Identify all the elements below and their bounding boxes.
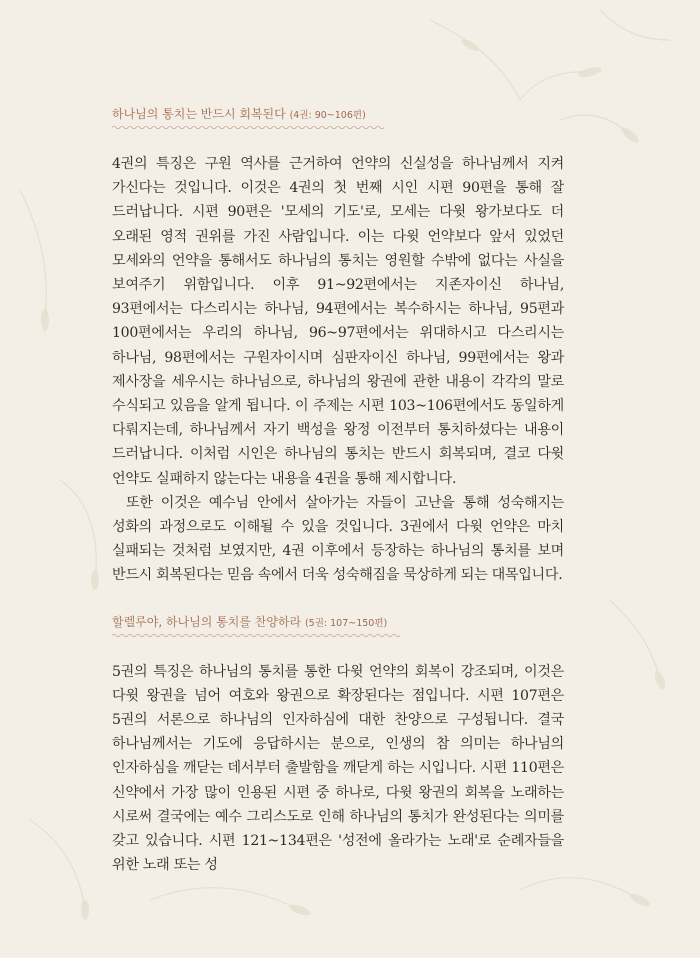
page-content [112, 105, 564, 877]
body-paragraph: 또한 이것은 예수님 안에서 살아가는 자들이 고난을 통해 성숙해지는 성화의 과정으로도 이해될 수 있을 것입니다. 3권에서 다윗 언약은 마치 실패되는 것처럼 보였지만, 4권 이후에서 등장하는 하나님의 통치를 보며 반드시 회복된다는 믿음 속에서 더욱 성숙해짐을 묵상하게 되는 대목입니다. [112, 494, 564, 584]
section-heading-range: (4권: 90~106편) [289, 110, 366, 121]
section-heading-title: 할렐루야, 하나님의 통치를 찬양하라 [112, 614, 302, 629]
section-heading-title: 하나님의 통치는 반드시 회복된다 [112, 107, 286, 121]
wavy-underline [112, 125, 384, 130]
wavy-underline [112, 633, 402, 638]
section-heading-vol4 [112, 105, 384, 130]
section-heading-vol5 [112, 613, 402, 638]
body-paragraph: 5권의 특징은 하나님의 통치를 통한 다윗 언약의 회복이 강조되며, 이것은 다윗 왕권을 넘어 여호와 왕권으로 확장된다는 점입니다. 시편 107편은 5권의 서론으로 하나님의 인자하심에 대한 찬양으로 구성됩니다. 결국 하나님께서는 기도에 응답하시는 분으로, 인생의 참 의미는 하나님의 인자하심을 깨닫는 데서부터 출발함을 깨닫게 하는 시입니다. 시편 110편은 신약에서 가장 많이 인용된 시편 중 하나로, 다윗 왕권의 회복을 노래하는 시로써 결국에는 예수 그리스도로 인해 하나님의 통치가 완성된다는 의미를 갖고 있습니다. 시편 121~134편은 '성전에 올라가는 노래'로 순례자들을 위한 노래 또는 성 [112, 663, 564, 874]
section-heading-range: (5권: 107~150편) [304, 617, 388, 629]
body-paragraph: 4권의 특징은 구원 역사를 근거하여 언약의 신실성을 하나님께서 지켜 가신다는 것입니다. 이것은 4권의 첫 번째 시인 시편 90편을 통해 잘 드러납니다. 시편 90편은 '모세의 기도'로, 모세는 다윗 왕가보다도 더 오래된 영적 권위를 가진 사람입니다. 이는 다윗 언약보다 앞서 있었던 모세와의 언약을 통해서도 하나님의 통치는 영원할 수밖에 없다는 사실을 보여주기 위함입니다. 이후 91~92편에서는 지존자이신 하나님, 93편에서는 다스리시는 하나님, 94편에서는 복수하시는 하나님, 95편과 100편에서는 우리의 하나님, 96~97편에서는 위대하시고 다스리시는 하나님, 98편에서는 구원자이시며 심판자이신 하나님, 99편에서는 왕과 제사장을 세우시는 하나님으로, 하나님의 왕권에 관한 내용이 각각의 말로 수식되고 있음을 알게 됩니다. 이 주제는 시편 103~106편에서도 동일하게 다뤄지는데, 하나님께서 자기 백성을 왕정 이전부터 통치하셨다는 내용이 드러납니다. 이처럼 시인은 하나님의 통치는 반드시 회복되며, 결코 다윗 언약도 실패하지 않는다는 내용을 4권을 통해 제시합니다. [112, 156, 564, 487]
